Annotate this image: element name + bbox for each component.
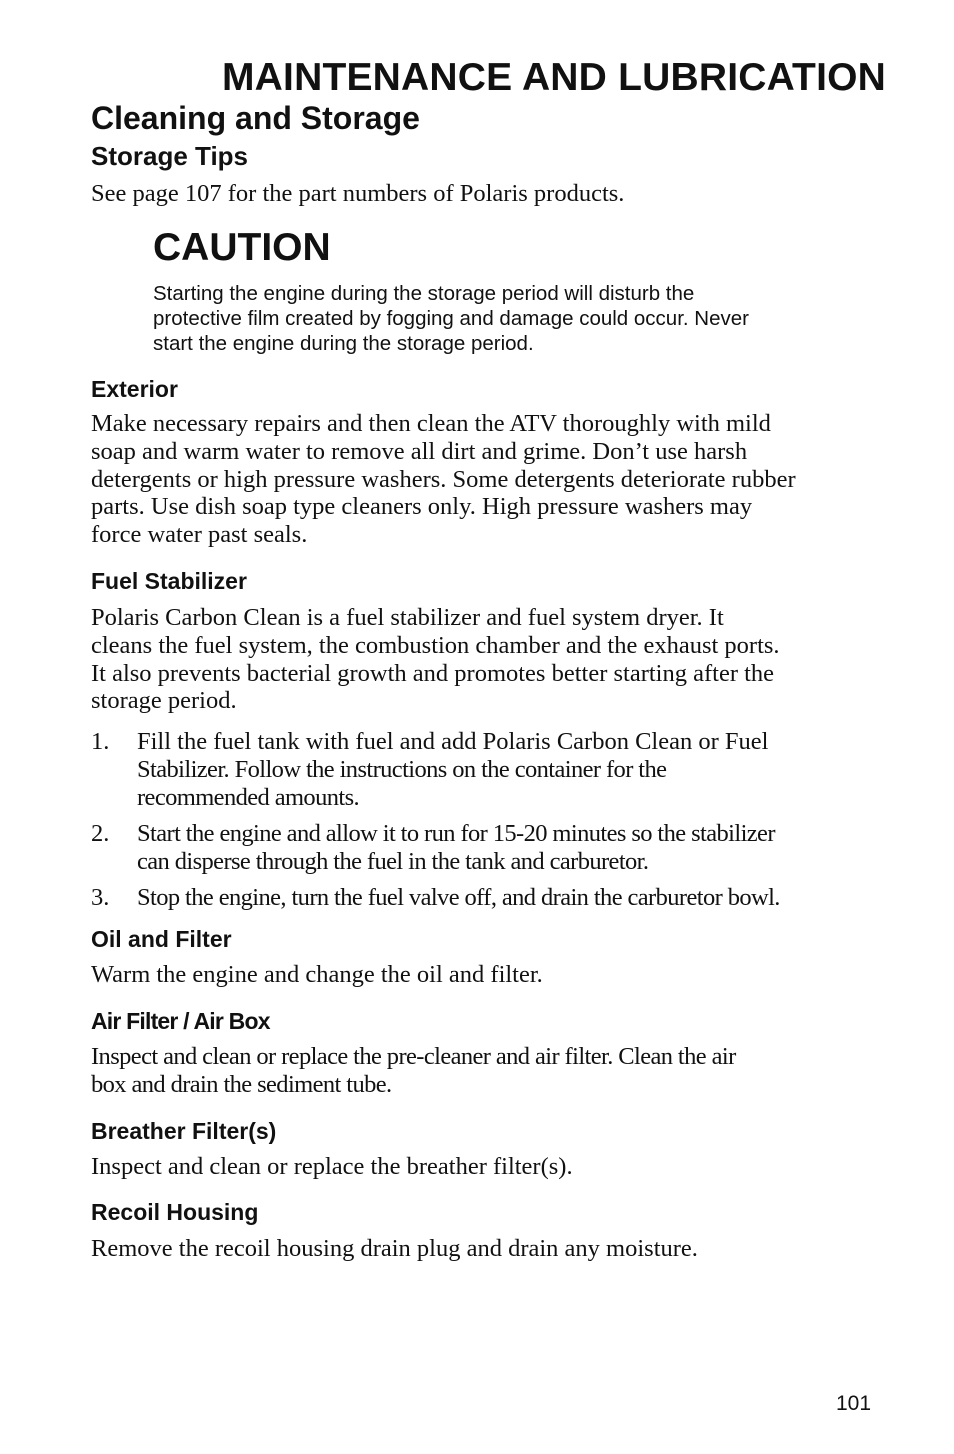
step-number: 3. (91, 884, 110, 911)
text-line: Start the engine and allow it to run for 15-20 minutes so the stabilizer (137, 820, 775, 847)
recoil-heading: Recoil Housing (91, 1199, 259, 1225)
caution-line: protective film created by fogging and damage could occur. Never (153, 306, 749, 330)
text-line: Inspect and clean or replace the pre-cleaner and air filter. Clean the air (91, 1043, 736, 1070)
text-line: force water past seals. (91, 521, 308, 549)
exterior-heading: Exterior (91, 376, 178, 402)
text-line: recommended amounts. (137, 783, 360, 811)
text-line: storage period. (91, 687, 237, 715)
fuel-stabilizer-heading: Fuel Stabilizer (91, 568, 247, 594)
text-line: detergents or high pressure washers. Some detergents deteriorate rubber (91, 465, 796, 493)
air-filter-heading: Air Filter / Air Box (91, 1008, 270, 1034)
caution-line: Starting the engine during the storage period will disturb the (153, 282, 695, 305)
text-line: parts. Use dish soap type cleaners only. High pressure washers may (91, 493, 753, 521)
oil-filter-text: Warm the engine and change the oil and filter. (91, 961, 543, 988)
air-filter-text (91, 1043, 901, 1099)
recoil-text: Remove the recoil housing drain plug and drain any moisture. (91, 1235, 698, 1262)
text-line: Polaris Carbon Clean is a fuel stabilizer and fuel system dryer. It (91, 604, 724, 631)
chapter-title: MAINTENANCE AND LUBRICATION (222, 56, 887, 99)
step-text (137, 728, 887, 811)
step-text (137, 884, 887, 912)
exterior-text (91, 410, 901, 549)
storage-tips-text: See page 107 for the part numbers of Polaris products. (91, 180, 625, 207)
text-line: cleans the fuel system, the combustion chamber and the exhaust ports. (91, 631, 780, 659)
caution-title: CAUTION (153, 226, 331, 269)
section-title: Cleaning and Storage (91, 100, 420, 136)
breather-text: Inspect and clean or replace the breather filter(s). (91, 1153, 573, 1180)
text-line: Stabilizer. Follow the instructions on the container for the (137, 755, 667, 783)
text-line: Stop the engine, turn the fuel valve off, and drain the carburetor bowl. (137, 884, 780, 911)
text-line: Make necessary repairs and then clean the ATV thoroughly with mild (91, 410, 771, 437)
text-line: Fill the fuel tank with fuel and add Polaris Carbon Clean or Fuel (137, 728, 769, 755)
page-number: 101 (836, 1392, 872, 1415)
caution-line: start the engine during the storage period. (153, 331, 534, 355)
text-line: soap and warm water to remove all dirt and grime. Don’t use harsh (91, 437, 748, 465)
text-line: can disperse through the fuel in the tank and carburetor. (137, 847, 649, 875)
fuel-stabilizer-text (91, 604, 901, 715)
step-number: 2. (91, 820, 110, 847)
text-line: It also prevents bacterial growth and promotes better starting after the (91, 659, 775, 687)
step-number: 1. (91, 728, 110, 755)
breather-heading: Breather Filter(s) (91, 1118, 277, 1144)
caution-text (153, 282, 883, 356)
oil-filter-heading: Oil and Filter (91, 926, 232, 952)
storage-tips-heading: Storage Tips (91, 141, 249, 171)
step-text (137, 820, 887, 876)
text-line: box and drain the sediment tube. (91, 1070, 392, 1098)
